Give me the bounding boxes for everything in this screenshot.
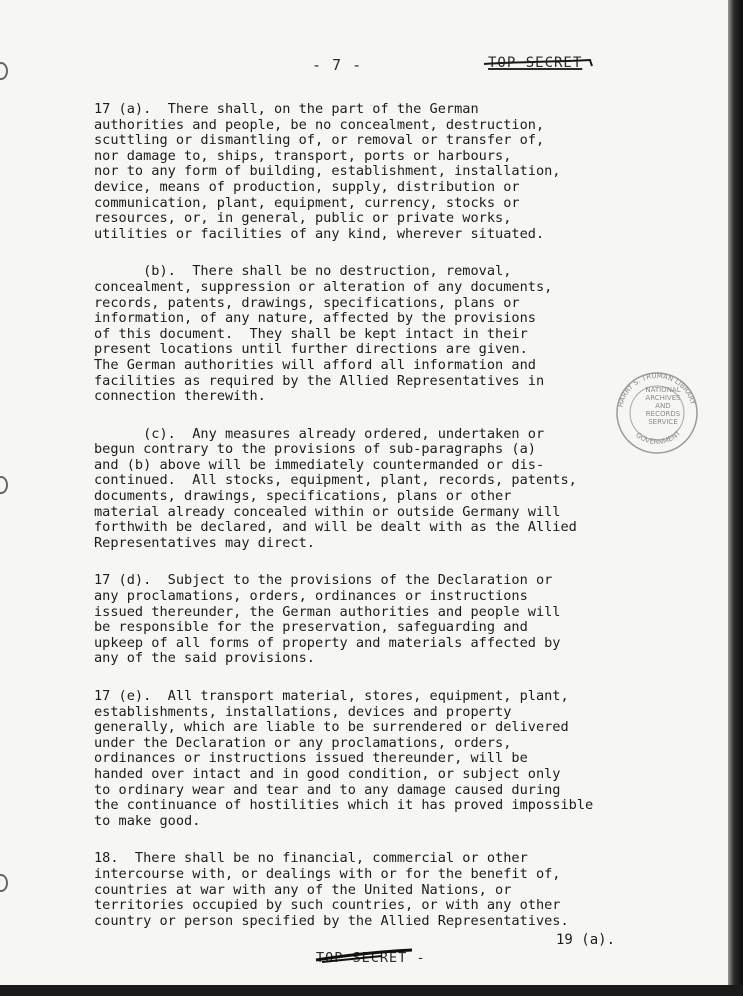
paragraph-18: 18. There shall be no financial, commercial or other intercourse with, or dealings with or for the benefit of, countries at war with any of the United Nations, or territories occupied by such countries, or with any other country or person specified by the Allied Representatives. bbox=[94, 850, 569, 929]
page-number: - 7 - bbox=[312, 56, 363, 74]
classification-header: TOP SECRET bbox=[488, 55, 583, 71]
paragraph-17c: (c). Any measures already ordered, undertaken or begun contrary to the provisions of sub-paragraphs (a) and (b) above will be immediately countermanded or dis- continued. All stocks, equipment, plant, records, patents, documents, drawings, specifications, plans or other material already concealed within or outside Germany will forthwith be declared, and will be dealt with as the Allied Representatives may direct. bbox=[94, 425, 577, 551]
catchword: 19 (a). bbox=[556, 932, 616, 948]
strikethrough-mark bbox=[482, 58, 594, 68]
classification-footer: TOP SECRET - bbox=[316, 950, 426, 966]
punch-hole bbox=[0, 874, 8, 892]
paragraph-17d: 17 (d). Subject to the provisions of the Declaration or any proclamations, orders, ordinances or instructions issued thereunder, the German authorities and people will be responsible for the preservation, safeguarding and upkeep of all forms of property and materials affected by any of the said provisions. bbox=[94, 572, 561, 667]
paragraph-17a: 17 (a). There shall, on the part of the German authorities and people, be no concealment, destruction, scuttling or dismantling of, or removal or transfer of, nor damage to, ships, transport, ports or harbours, nor to any form of building, establishment, installation, device, means of production, supply, distribution or communication, plant, equipment, currency, stocks or resources, or, in general, public or private works, utilities or facilities of any kind, wherever situated. bbox=[94, 101, 561, 242]
punch-hole bbox=[0, 476, 8, 494]
page-edge-shadow bbox=[728, 0, 743, 996]
punch-hole bbox=[0, 62, 8, 80]
stamp-ring-text: HARRY S. TRUMAN LIBRARY bbox=[616, 371, 697, 408]
page-bottom-shadow bbox=[0, 985, 743, 996]
paragraph-17e: 17 (e). All transport material, stores, equipment, plant, establishments, installations, devices and property generally, which are liable to be surrendered or delivered under the Declaration or any proclamations, orders, ordinances or instructions issued thereunder, will be handed over intact and in good condition, or subject only to ordinary wear and tear and to any damage caused during the continuance of hostilities which it has proved impossible to make good. bbox=[94, 688, 594, 829]
document-body bbox=[94, 102, 694, 951]
strikethrough-mark bbox=[312, 946, 424, 968]
paragraph-17b: (b). There shall be no destruction, removal, concealment, suppression or alteration of any documents, records, patents, drawings, specifications, plans or information, of any nature, affected by the provisions of this document. They shall be kept intact in their present locations until further directions are given. The German authorities will afford all information and facilities as required by the Allied Representatives in connection therewith. bbox=[94, 263, 553, 405]
stamp-inner-text: NATIONAL ARCHIVES AND RECORDS SERVICE bbox=[645, 386, 681, 426]
stamp-bottom-text: GOVERNMENT bbox=[634, 429, 683, 447]
